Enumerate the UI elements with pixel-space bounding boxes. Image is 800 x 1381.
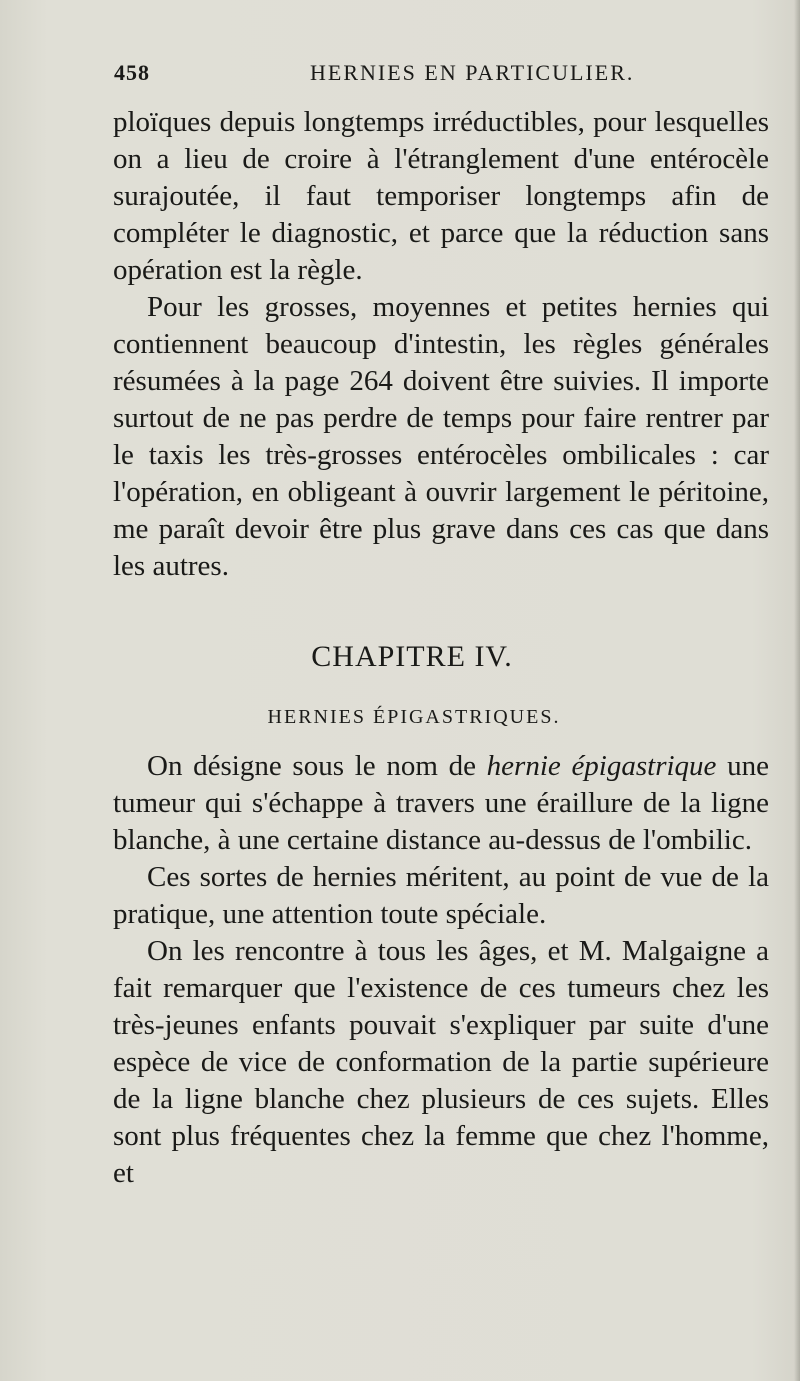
- definition-term: hernie épigastrique: [486, 750, 717, 782]
- definition-rest: une tumeur qui s'échappe à travers une éraillure de la ligne blanche, à une certaine distance au-dessus de l'ombilic.: [113, 750, 770, 856]
- definition-lead: On désigne sous le nom de: [147, 750, 487, 782]
- chapter-title: CHAPITRE IV.: [311, 640, 513, 673]
- paragraph-large-hernias: Pour les grosses, moyennes et petites hernies qui contiennent beaucoup d'intestin, les règles générales résumées à la page 264 doivent être suivies. Il importe surtout de ne pas perdre de temps pour faire rentrer par le taxis les très-grosses entérocèles ombilicales : car l'opération, en obligeant à ouvrir largement le péritoine, me paraît devoir être plus grave dans ces cas que dans les autres.: [113, 291, 769, 582]
- paragraph-continued: ploïques depuis longtemps irréductibles, pour lesquelles on a lieu de croire à l'étranglement d'une entérocèle surajoutée, il faut temporiser longtemps afin de compléter le diagnostic, et parce que la réduction sans opération est la règle.: [113, 106, 769, 286]
- text-block-top: [113, 104, 769, 585]
- page-edge-shadow: [794, 0, 800, 1381]
- running-title: HERNIES EN PARTICULIER.: [310, 60, 635, 85]
- running-head: [114, 60, 714, 90]
- section-title: HERNIES ÉPIGASTRIQUES.: [267, 706, 561, 728]
- chapter-heading: [0, 640, 800, 674]
- paragraph-attention: Ces sortes de hernies méritent, au point de vue de la pratique, une attention toute spéciale.: [113, 861, 769, 930]
- text-block-bottom: [113, 748, 769, 1192]
- page-number: 458: [114, 60, 150, 85]
- section-heading: [0, 706, 800, 729]
- paragraph-occurrence: On les rencontre à tous les âges, et M. Malgaigne a fait remarquer que l'existence de ces tumeurs chez les très-jeunes enfants pouvait s'expliquer par suite d'une espèce de vice de conformation de la partie supérieure de la ligne blanche chez plusieurs de ces sujets. Elles sont plus fréquentes chez la femme que chez l'homme, et: [113, 935, 769, 1189]
- paragraph-definition: [113, 748, 769, 859]
